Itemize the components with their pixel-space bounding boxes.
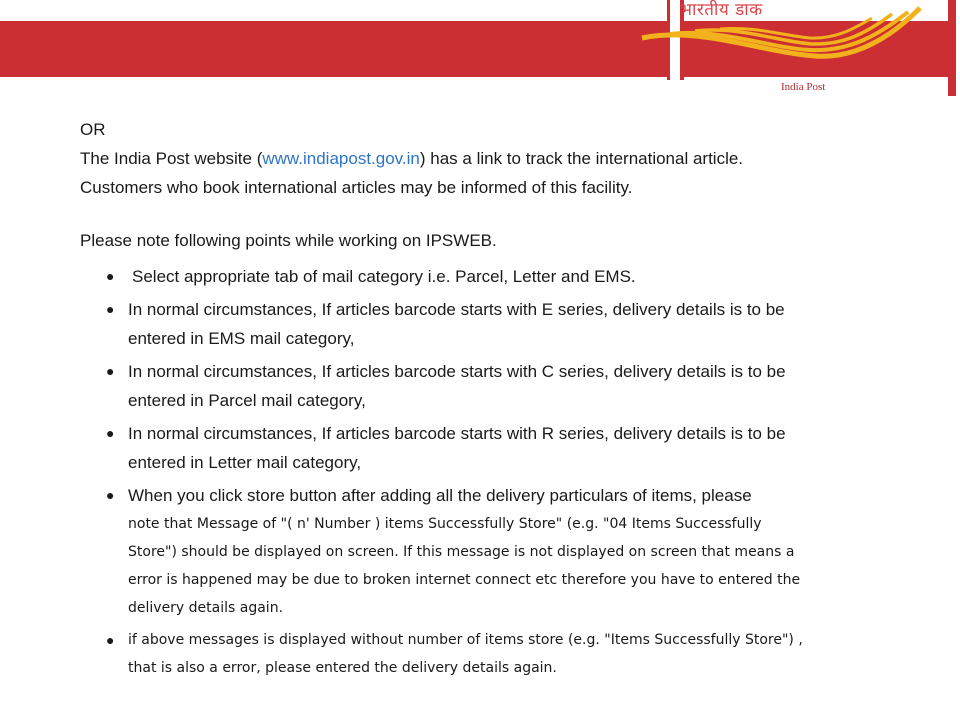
list-item: [100, 357, 880, 415]
header-banner: [0, 0, 960, 95]
logo-english-text: India Post: [781, 81, 826, 93]
bullet-icon: ●: [106, 632, 115, 648]
list-item: [100, 481, 880, 622]
list-item-line: that is also a error, please entered the delivery details again.: [128, 660, 557, 676]
bullet-icon: ●: [106, 268, 115, 284]
or-text: OR: [80, 120, 106, 139]
logo-hindi-text: भारतीय डाक: [680, 0, 763, 20]
list-item-line: delivery details again.: [128, 600, 284, 616]
list-item-line: In normal circumstances, If articles barcode starts with R series, delivery details is to be: [128, 424, 786, 443]
list-item-line: error is happened may be due to broken internet connect etc therefore you have to entered the: [128, 572, 801, 588]
note-heading: Please note following points while working on IPSWEB.: [80, 231, 497, 250]
list-item-line: entered in Letter mail category,: [128, 453, 362, 472]
website-line-suffix: ) has a link to track the international article.: [419, 149, 744, 168]
bullet-icon: ●: [106, 301, 115, 317]
list-item-line: note that Message of "( n' Number ) items Successfully Store" (e.g. "04 Items Successfully: [128, 516, 762, 532]
bullet-icon: ●: [106, 363, 115, 379]
list-item-line: Select appropriate tab of mail category i.e. Parcel, Letter and EMS.: [132, 267, 636, 286]
list-item: [100, 262, 880, 291]
list-item-line: if above messages is displayed without number of items store (e.g. "Items Successfully Store") ,: [128, 632, 803, 648]
customers-line: Customers who book international articles may be informed of this facility.: [80, 178, 633, 197]
list-item-line: In normal circumstances, If articles barcode starts with E series, delivery details is to be: [128, 300, 785, 319]
points-list: [100, 262, 880, 686]
list-item: [100, 295, 880, 353]
list-item-line: Store") should be displayed on screen. If this message is not displayed on screen that means a: [128, 544, 795, 560]
header-red-bar-left: [0, 21, 667, 77]
list-item-line: When you click store button after adding all the delivery particulars of items, please: [128, 486, 752, 505]
header-right-edge: [948, 0, 956, 96]
list-item-line: entered in EMS mail category,: [128, 329, 355, 348]
list-item-line: entered in Parcel mail category,: [128, 391, 366, 410]
list-item: [100, 626, 880, 682]
bullet-icon: ●: [106, 425, 115, 441]
website-line-prefix: The India Post website (: [80, 149, 263, 168]
list-item: [100, 419, 880, 477]
bullet-icon: ●: [106, 487, 115, 503]
list-item-line: In normal circumstances, If articles barcode starts with C series, delivery details is to be: [128, 362, 786, 381]
website-line: [80, 144, 880, 173]
main-text: [80, 115, 880, 255]
spacer: [80, 202, 880, 226]
indiapost-link[interactable]: www.indiapost.gov.in: [262, 149, 420, 168]
